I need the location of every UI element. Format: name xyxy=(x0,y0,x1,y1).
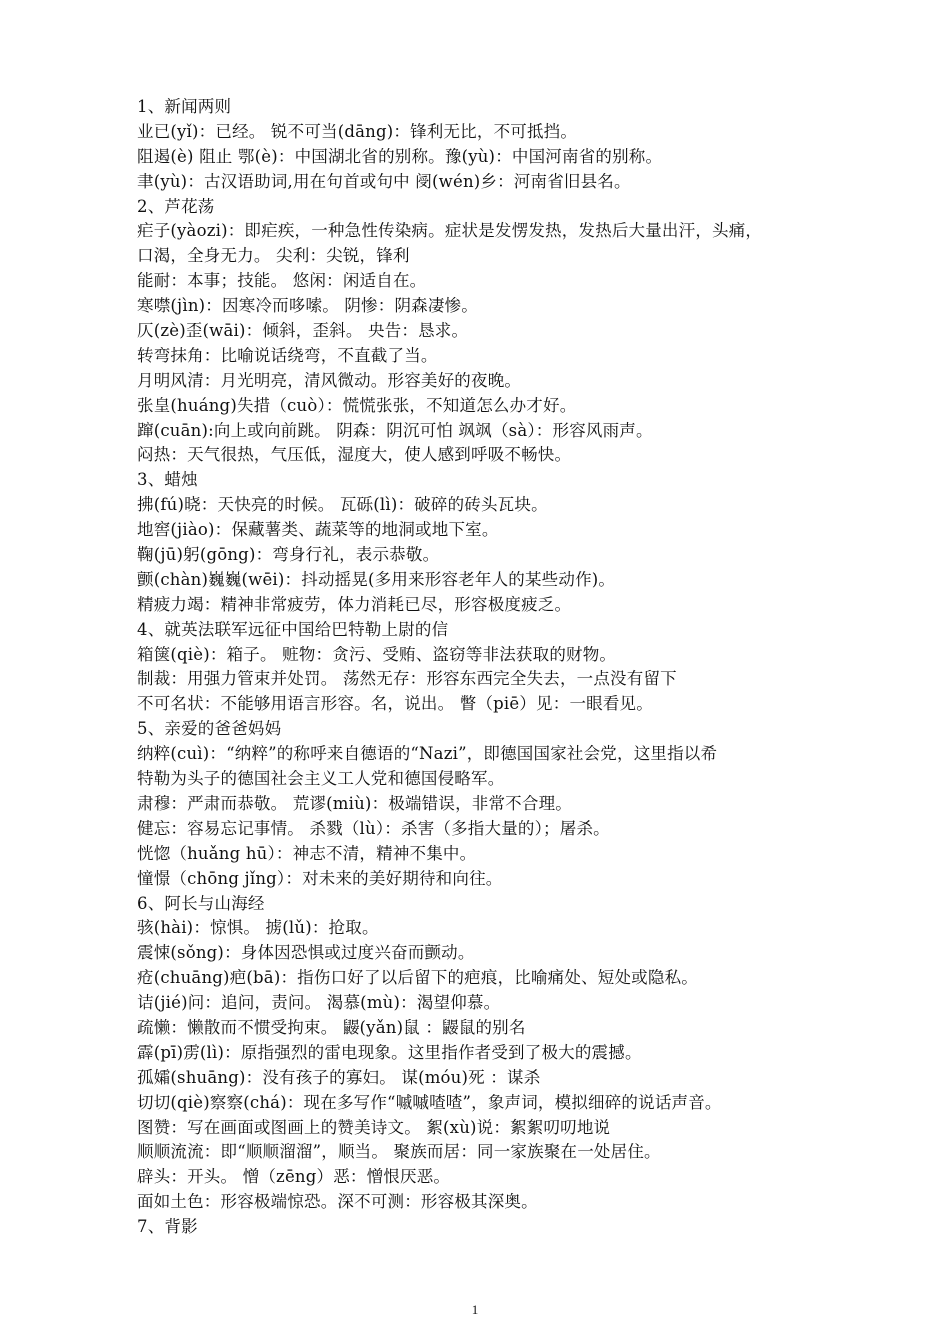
text-line: 阻遏(è) 阻止 鄂(è)：中国湖北省的别称。豫(yù)：中国河南省的别称。 xyxy=(137,146,663,166)
text-line: 骇(hài)：惊惧。 掳(lǔ)：抢取。 xyxy=(137,918,379,938)
text-line: 憧憬（chōng jǐng）：对未来的美好期待和向往。 xyxy=(137,868,503,888)
text-line: 张皇(huáng)失措（cuò）：慌慌张张，不知道怎么办才好。 xyxy=(137,395,577,415)
text-line: 纳粹(cuì)：“纳粹”的称呼来自德语的“Nazi”，即德国国家社会党，这里指以希 xyxy=(137,744,718,764)
text-line: 疏懒：懒散而不惯受拘束。 鼹(yǎn)鼠 ：鼹鼠的别名 xyxy=(137,1017,526,1037)
text-line: 健忘：容易忘记事情。 杀戮（lù）：杀害（多指大量的）；屠杀。 xyxy=(137,818,610,838)
text-line: 疟子(yàozi)：即疟疾，一种急性传染病。症状是发愣发热，发热后大量出汗，头痛， xyxy=(137,221,763,241)
text-line: 孤孀(shuāng)：没有孩子的寡妇。 谋(móu)死 ：谋杀 xyxy=(137,1067,541,1087)
text-line: 口渴，全身无力。 尖利：尖锐，锋利 xyxy=(137,246,410,266)
text-line: 霹(pī)雳(lì)：原指强烈的雷电现象。这里指作者受到了极大的震撼。 xyxy=(137,1042,642,1062)
text-line: 闷热：天气很热，气压低，湿度大，使人感到呼吸不畅快。 xyxy=(137,445,572,465)
text-line: 图赞：写在画面或图画上的赞美诗文。 絮(xù)说：絮絮叨叨地说 xyxy=(137,1117,611,1137)
text-line: 7、背影 xyxy=(137,1217,198,1237)
document-body xyxy=(137,95,827,1240)
text-line: 蹿(cuān):向上或向前跳。 阴森：阴沉可怕 飒飒（sà）：形容风雨声。 xyxy=(137,420,653,440)
text-line: 鞠(jū)躬(gōng)：弯身行礼，表示恭敬。 xyxy=(137,545,440,565)
page-number: 1 xyxy=(471,1302,479,1317)
text-line: 2、芦花荡 xyxy=(137,196,215,216)
text-line: 诘(jié)问：追问，责问。 渴慕(mù)：渴望仰慕。 xyxy=(137,993,501,1013)
text-line: 震悚(sǒng)：身体因恐惧或过度兴奋而颤动。 xyxy=(137,943,475,963)
text-line: 精疲力竭：精神非常疲劳，体力消耗已尽，形容极度疲乏。 xyxy=(137,594,572,614)
text-line: 1、新闻两则 xyxy=(137,97,232,116)
text-line: 不可名状：不能够用语言形容。名，说出。 瞥（piē）见：一眼看见。 xyxy=(137,694,653,714)
text-line: 地窖(jiào)：保藏薯类、蔬菜等的地洞或地下室。 xyxy=(137,520,499,540)
text-line: 特勒为头子的德国社会主义工人党和德国侵略军。 xyxy=(137,769,505,789)
text-line: 拂(fú)晓：天快亮的时候。 瓦砾(lì)：破碎的砖头瓦块。 xyxy=(137,495,548,515)
text-line: 面如土色：形容极端惊恐。深不可测：形容极其深奥。 xyxy=(137,1192,538,1212)
text-line: 仄(zè)歪(wāi)：倾斜，歪斜。 央告：恳求。 xyxy=(137,321,469,341)
text-line: 6、阿长与山海经 xyxy=(137,893,265,913)
text-line: 肃穆：严肃而恭敬。 荒谬(miù)：极端错误，非常不合理。 xyxy=(137,793,572,813)
text-line: 颤(chàn)巍巍(wēi)：抖动摇晃(多用来形容老年人的某些动作)。 xyxy=(137,569,616,589)
text-line: 5、亲爱的爸爸妈妈 xyxy=(137,719,282,739)
text-line: 辟头：开头。 憎（zēng）恶：憎恨厌恶。 xyxy=(137,1167,451,1187)
text-line: 3、蜡烛 xyxy=(137,470,198,490)
text-line: 恍惚（huǎng hū）：神志不清，精神不集中。 xyxy=(137,843,477,863)
text-line: 能耐：本事；技能。 悠闲：闲适自在。 xyxy=(137,271,427,291)
text-line: 月明风清：月光明亮，清风微动。形容美好的夜晚。 xyxy=(137,370,522,390)
text-line: 转弯抹角：比喻说话绕弯，不直截了当。 xyxy=(137,345,438,365)
text-line: 疮(chuāng)疤(bā)：指伤口好了以后留下的疤痕，比喻痛处、短处或隐私。 xyxy=(137,968,698,988)
text-line: 寒噤(jìn)：因寒冷而哆嗦。 阴惨：阴森凄惨。 xyxy=(137,296,478,316)
text-line: 业已(yǐ)：已经。 锐不可当(dāng)：锋利无比，不可抵挡。 xyxy=(137,121,578,141)
text-line: 箱箧(qiè)：箱子。 赃物：贪污、受贿、盗窃等非法获取的财物。 xyxy=(137,644,617,664)
text-line: 聿(yù)：古汉语助词,用在句首或句中 阌(wén)乡：河南省旧县名。 xyxy=(137,171,631,191)
text-line: 制裁：用强力管束并处罚。 荡然无存：形容东西完全失去，一点没有留下 xyxy=(137,669,677,689)
text-line: 4、就英法联军远征中国给巴特勒上尉的信 xyxy=(137,619,449,639)
text-line: 切切(qiè)察察(chá)：现在多写作“嘁嘁喳喳”，象声词，模拟细碎的说话声音。 xyxy=(137,1092,722,1112)
text-line: 顺顺流流：即“顺顺溜溜”，顺当。 聚族而居：同一家族聚在一处居住。 xyxy=(137,1142,661,1162)
